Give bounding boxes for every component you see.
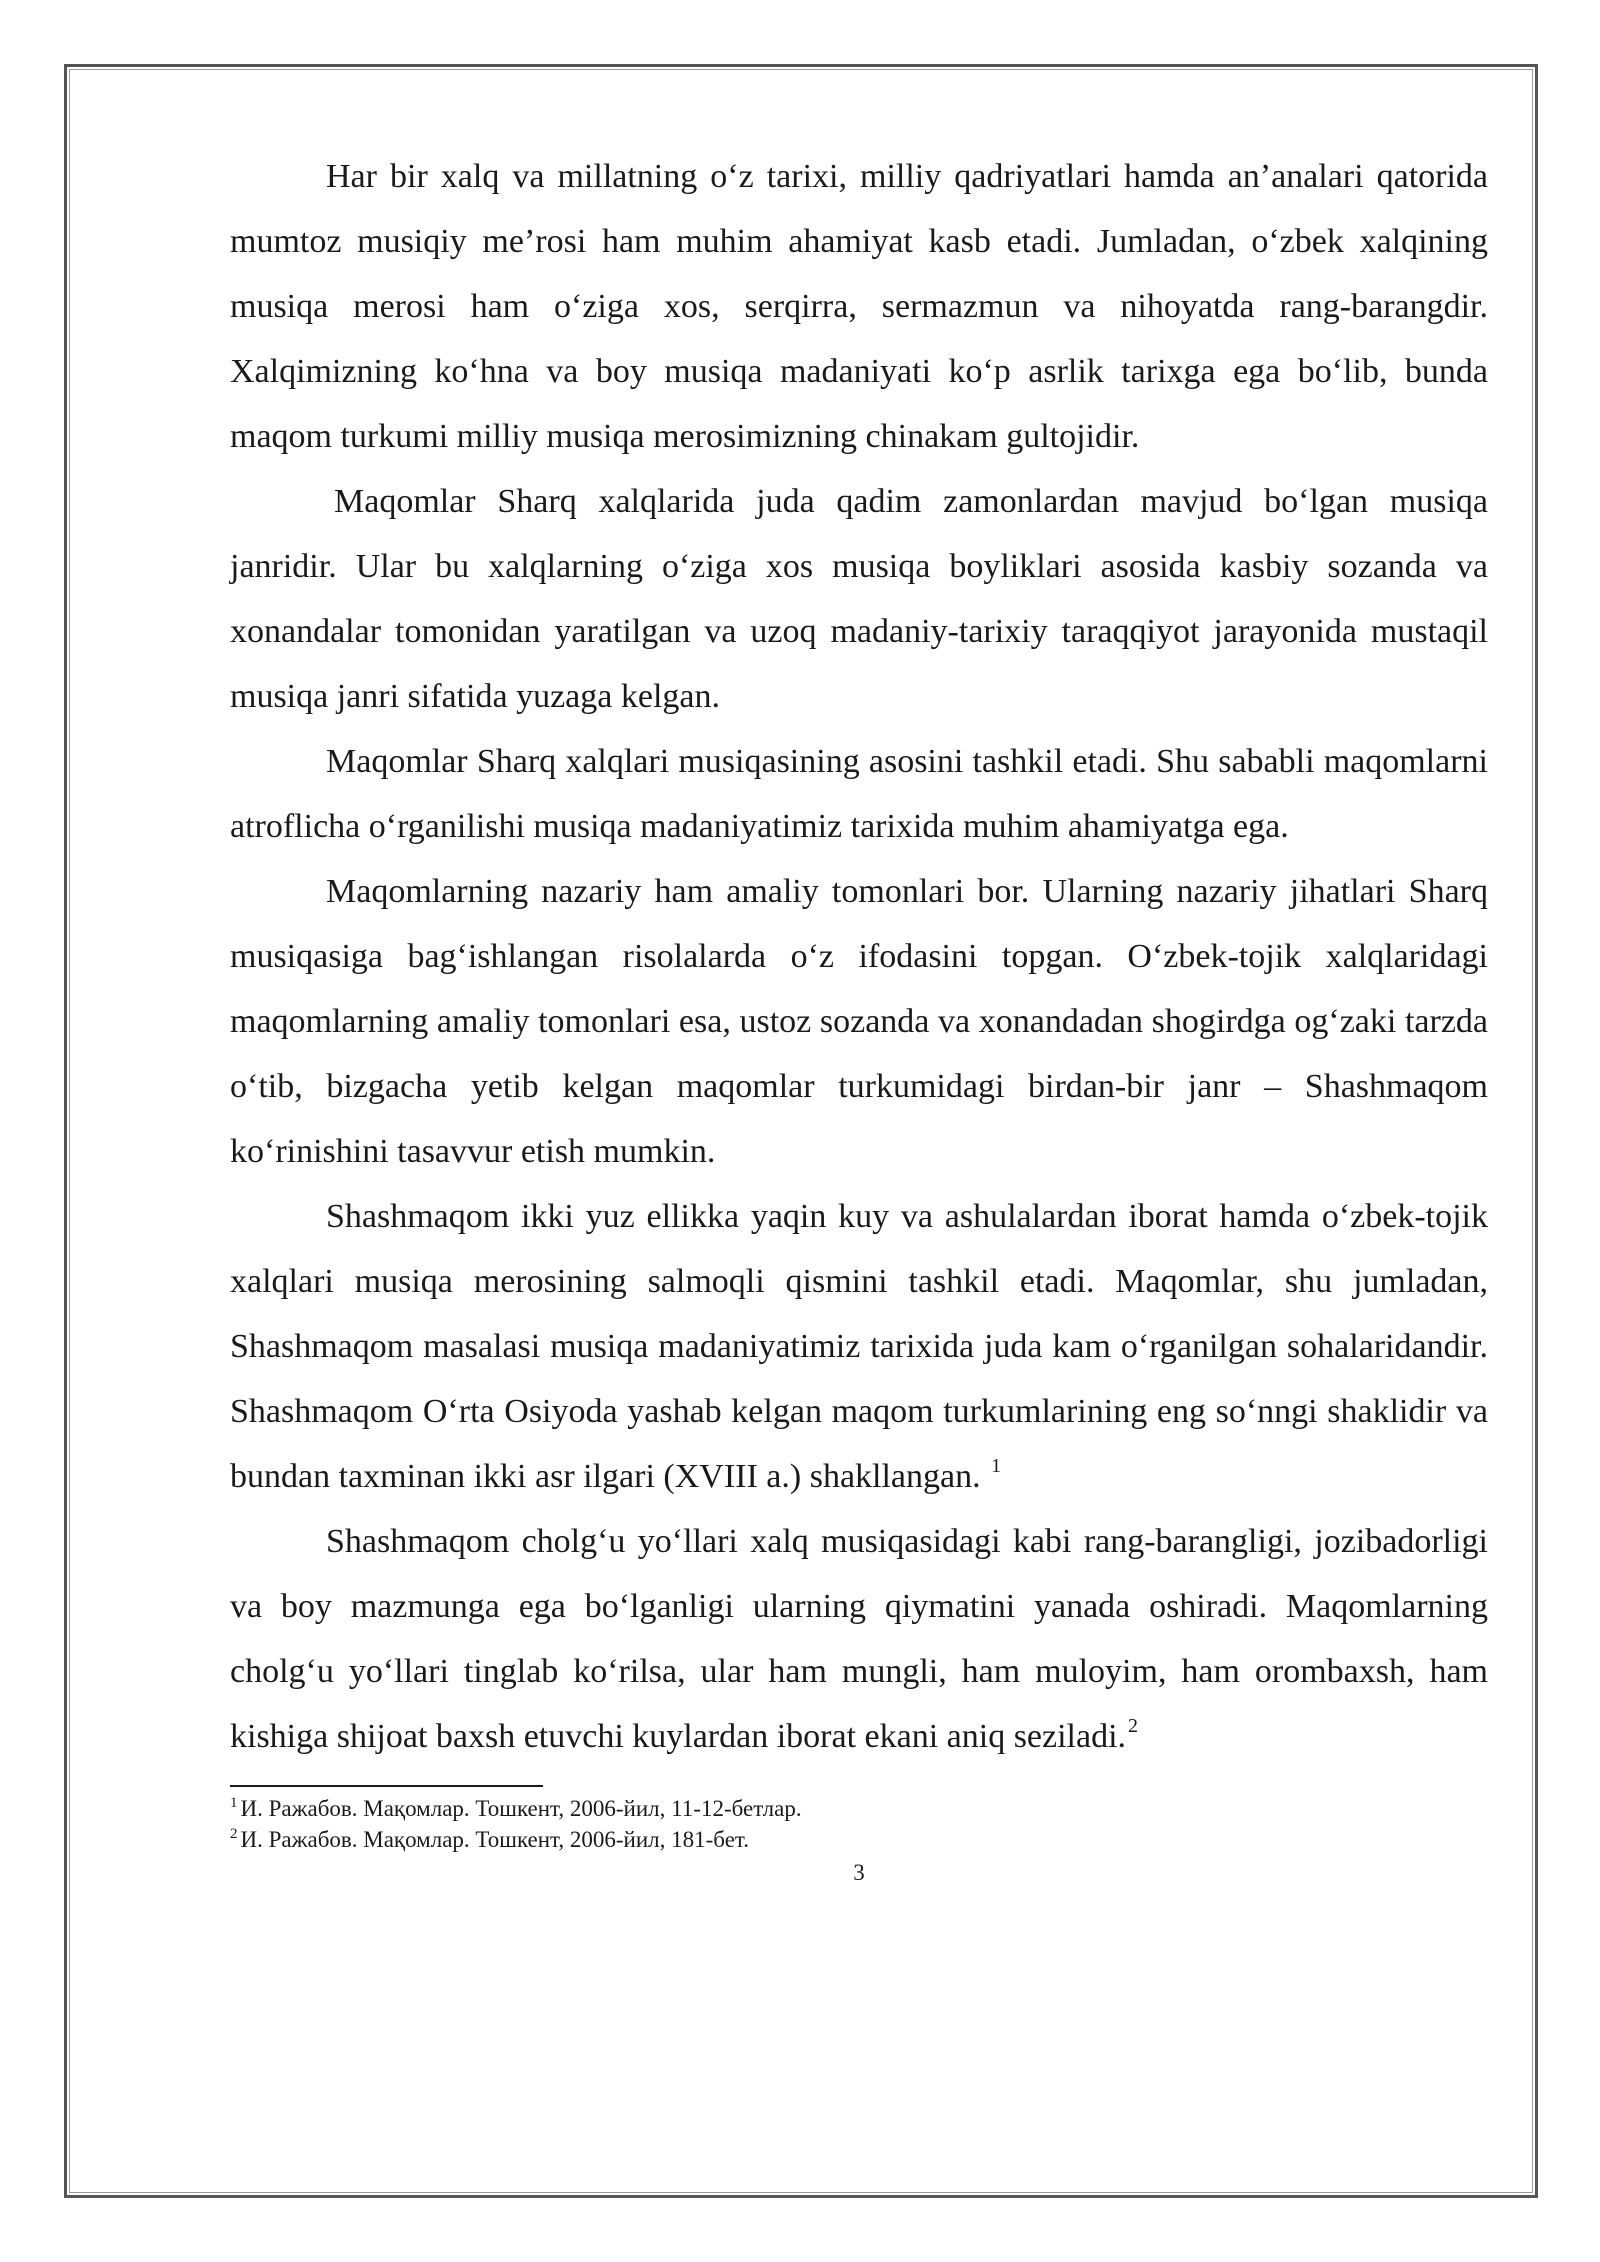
footnote-1 [230,1793,1488,1824]
footnote-1-mark: 1 [230,1795,238,1811]
footnote-ref-1: 1 [991,1455,1002,1477]
footnote-2-text: И. Ражабов. Мақомлар. Тошкент, 2006-йил, 181-бет. [240,1827,749,1852]
page-number: 3 [853,1860,865,1885]
paragraph-4: Maqomlarning nazariy ham amaliy tomonlari bor. Ularning nazariy jihatlari Sharq musiqasiga bag‘ishlangan risolalarda o‘z ifodasini topgan. O‘zbek-tojik xalqlaridagi maqomlarning amaliy tomonlari esa, ustoz sozanda va xonandadan shogirdga og‘zaki tarzda o‘tib, bizgacha yetib kelgan maqomlar turkumidagi birdan-bir janr – Shashmaqom ko‘rinishini tasavvur etish mumkin. [230,873,1488,1170]
paragraph-3: Maqomlar Sharq xalqlari musiqasining asosini tashkil etadi. Shu sababli maqomlarni atroflicha o‘rganilishi musiqa madaniyatimiz tarixida muhim ahamiyatga ega. [230,743,1488,845]
paragraph-1: Har bir xalq va millatning o‘z tarixi, milliy qadriyatlari hamda an’analari qatorida mumtoz musiqiy me’rosi ham muhim ahamiyat kasb etadi. Jumladan, o‘zbek xalqining musiqa merosi ham o‘ziga xos, serqirra, sermazmun va nihoyatda rang-barangdir. Xalqimizning ko‘hna va boy musiqa madaniyati ko‘p asrlik tarixga ega bo‘lib, bunda maqom turkumi milliy musiqa merosimizning chinakam gultojidir. [230,158,1488,455]
paragraph-6-text: Shashmaqom cholg‘u yo‘llari xalq musiqasidagi kabi rang-barangligi, jozibadorligi va boy mazmunga ega bo‘lganligi ularning qiymatini yanada oshiradi. Maqomlarning cholg‘u yo‘llari tinglab ko‘rilsa, ular ham mungli, ham muloyim, ham orombaxsh, ham kishiga shijoat baxsh etuvchi kuylardan iborat ekani aniq seziladi. [230,1523,1488,1755]
paragraph-5-text: Shashmaqom ikki yuz ellikka yaqin kuy va ashulalardan iborat hamda o‘zbek-tojik xalqlari musiqa merosining salmoqli qismini tashkil etadi. Maqomlar, shu jumladan, Shashmaqom masalasi musiqa madaniyatimiz tarixida juda kam o‘rganilgan sohalaridandir. Shashmaqom O‘rta Osiyoda yashab kelgan maqom turkumlarining eng so‘nngi shaklidir va bundan taxminan ikki asr ilgari (XVIII a.) shakllangan. [230,1198,1488,1495]
page-body [230,144,1488,1888]
footnote-2 [230,1824,1488,1855]
footnote-2-mark: 2 [230,1826,238,1842]
footnote-1-text: И. Ражабов. Мақомлар. Тошкент, 2006-йил, 11-12-бетлар. [240,1796,802,1821]
footnote-ref-2: 2 [1128,1715,1139,1737]
paragraph-2: Maqomlar Sharq xalqlarida juda qadim zamonlardan mavjud bo‘lgan musiqa janridir. Ular bu xalqlarning o‘ziga xos musiqa boyliklari asosida kasbiy sozanda va xonandalar tomonidan yaratilgan va uzoq madaniy-tarixiy taraqqiyot jarayonida mustaqil musiqa janri sifatida yuzaga kelgan. [230,483,1488,715]
paragraph-6 [230,1509,1488,1769]
footnote-separator [230,1785,543,1787]
paragraph-5 [230,1184,1488,1509]
